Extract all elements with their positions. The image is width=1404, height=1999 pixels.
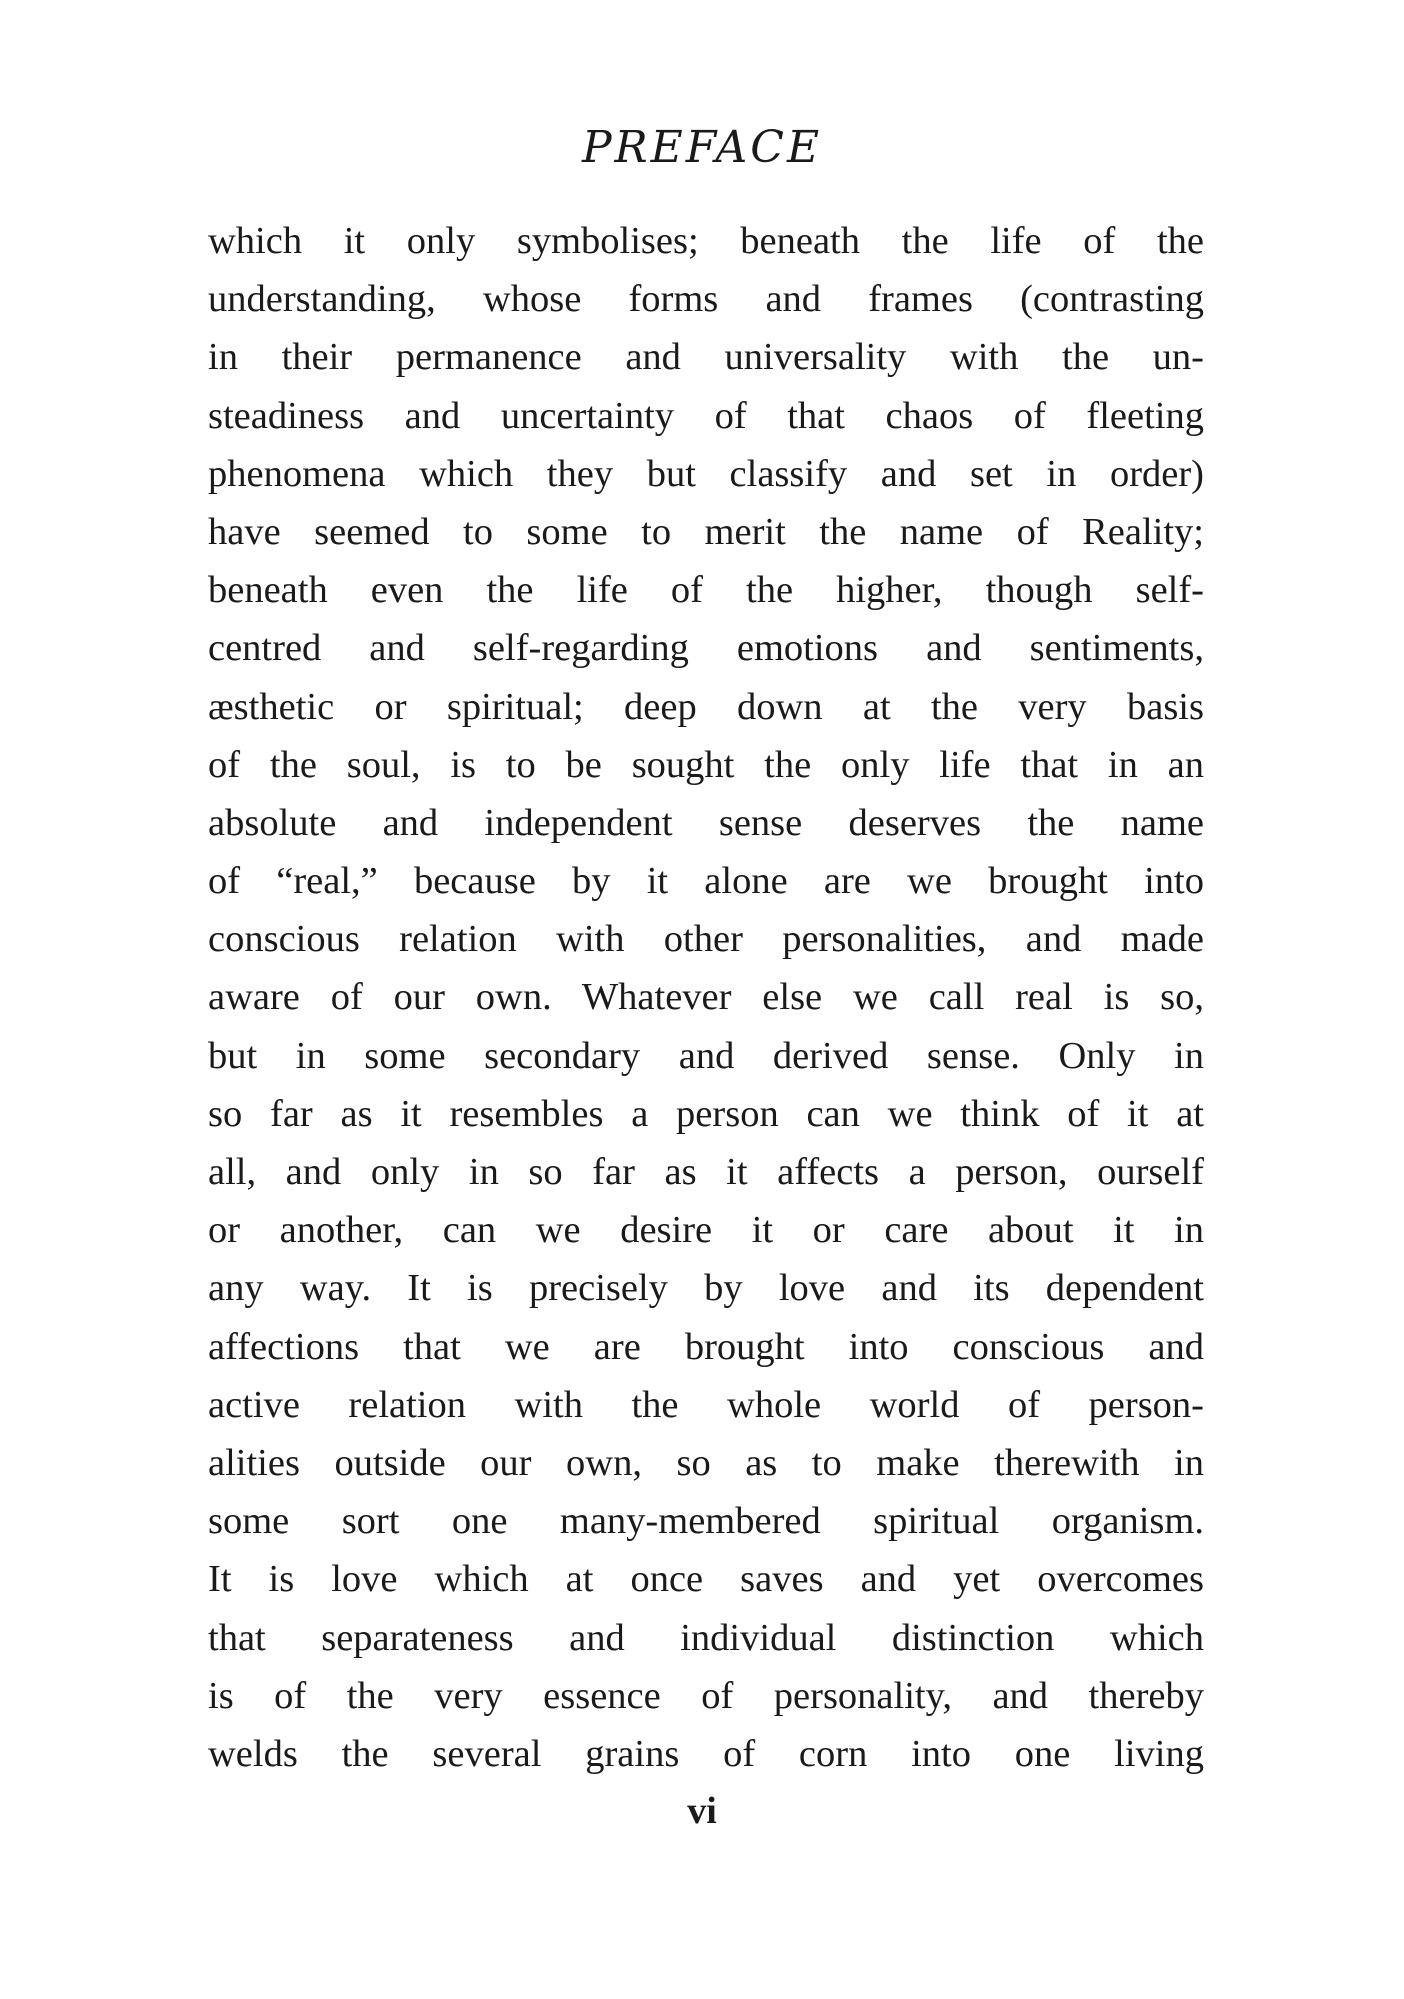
text-line: is of the very essence of personality, and thereby (208, 1674, 1204, 1717)
text-line: in their permanence and universality with the un- (208, 336, 1204, 379)
text-line: all, and only in so far as it affects a person, ourself (208, 1151, 1204, 1193)
text-line: of the soul, is to be sought the only life that in an (208, 743, 1204, 786)
text-line: aware of our own. Whatever else we call real is so, (208, 976, 1204, 1019)
body-paragraph (208, 212, 1204, 1783)
text-line: so far as it resembles a person can we think of it at (208, 1092, 1204, 1135)
text-line: have seemed to some to merit the name of Reality; (208, 510, 1204, 553)
text-line: or another, can we desire it or care about it in (208, 1209, 1204, 1252)
text-line: alities outside our own, so as to make therewith in (208, 1441, 1204, 1484)
text-line: It is love which at once saves and yet overcomes (208, 1558, 1204, 1601)
text-line: active relation with the whole world of person- (208, 1383, 1204, 1426)
text-line: some sort one many-membered spiritual organism. (208, 1500, 1204, 1543)
text-line: phenomena which they but classify and set in order) (208, 452, 1204, 495)
text-line: of “real,” because by it alone are we brought into (208, 860, 1204, 903)
page-number: vi (687, 1790, 717, 1832)
text-line: understanding, whose forms and frames (contrasting (208, 278, 1204, 321)
text-line: that separateness and individual distinction which (208, 1616, 1204, 1659)
text-line: æsthetic or spiritual; deep down at the very basis (208, 685, 1204, 728)
text-line: absolute and independent sense deserves the name (208, 801, 1204, 844)
running-head: PREFACE (581, 122, 823, 173)
text-line: conscious relation with other personalities, and made (208, 918, 1204, 961)
text-line: centred and self-regarding emotions and sentiments, (208, 627, 1204, 670)
text-line: steadiness and uncertainty of that chaos of fleeting (208, 394, 1204, 437)
text-line: but in some secondary and derived sense. Only in (208, 1034, 1204, 1077)
text-line: affections that we are brought into conscious and (208, 1325, 1204, 1368)
text-line: any way. It is precisely by love and its dependent (208, 1267, 1204, 1310)
text-line: which it only symbolises; beneath the life of the (208, 220, 1204, 262)
text-line: beneath even the life of the higher, though self- (208, 569, 1204, 612)
text-line: welds the several grains of corn into one living (208, 1732, 1204, 1775)
